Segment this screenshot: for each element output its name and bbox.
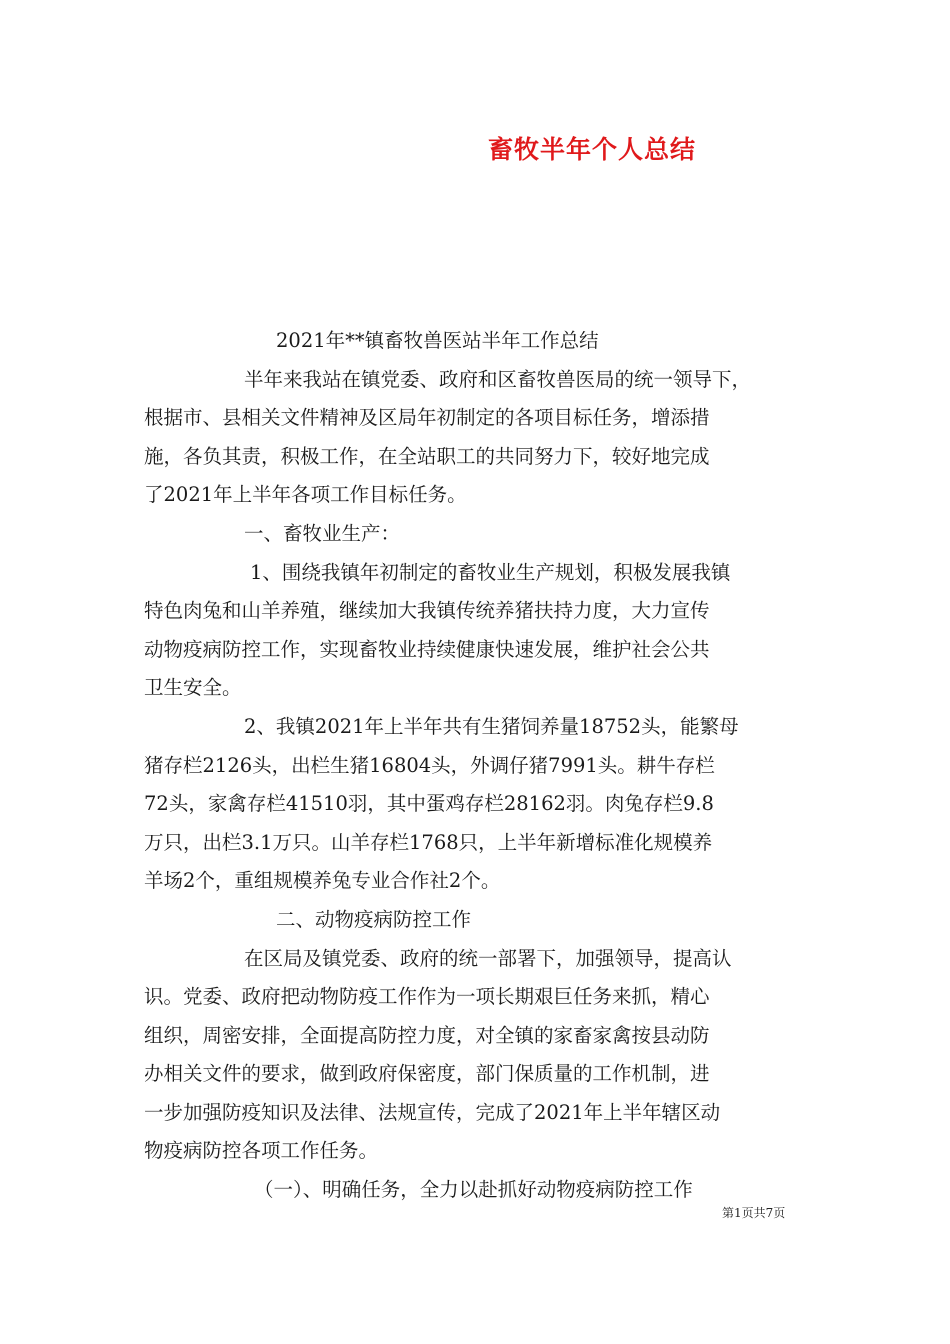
paragraph-line: 动物疫病防控工作，实现畜牧业持续健康快速发展，维护社会公共 [144, 637, 710, 661]
paragraph-line: （一）、明确任务，全力以赴抓好动物疫病防控工作 [254, 1178, 693, 1202]
paragraph-line: 一、畜牧业生产： [244, 521, 401, 545]
paragraph-line: 组织，周密安排，全面提高防控力度，对全镇的家畜家禽按县动防 [144, 1023, 710, 1047]
paragraph-line: 72头，家禽存栏41510羽，其中蛋鸡存栏28162羽。肉兔存栏9.8 [144, 792, 714, 816]
paragraph-line: 万只，出栏3.1万只。山羊存栏1768只，上半年新增标准化规模养 [144, 830, 713, 854]
paragraph-line: 1、围绕我镇年初制定的畜牧业生产规划，积极发展我镇 [250, 560, 731, 584]
paragraph-line: 二、动物疫病防控工作 [276, 907, 472, 931]
page-number-footer: 第1页共7页 [722, 1206, 786, 1220]
paragraph-line: 猪存栏2126头，出栏生猪16804头，外调仔猪7991头。耕牛存栏 [144, 753, 715, 777]
paragraph-line: 特色肉兔和山羊养殖，继续加大我镇传统养猪扶持力度，大力宣传 [144, 599, 710, 623]
paragraph-line: 在区局及镇党委、政府的统一部署下，加强领导，提高认 [244, 946, 732, 970]
paragraph-line: 一步加强防疫知识及法律、法规宣传，完成了2021年上半年辖区动 [144, 1100, 721, 1124]
document-body [144, 322, 812, 1210]
paragraph-line: 根据市、县相关文件精神及区局年初制定的各项目标任务，增添措 [144, 406, 710, 430]
paragraph-line: 2、我镇2021年上半年共有生猪饲养量18752头，能繁母 [244, 714, 739, 738]
paragraph-line: 物疫病防控各项工作任务。 [144, 1139, 379, 1163]
paragraph-line: 羊场2个，重组规模养兔专业合作社2个。 [144, 869, 501, 893]
document-subtitle: 2021年**镇畜牧兽医站半年工作总结 [276, 329, 599, 352]
paragraph-line: 了2021年上半年各项工作目标任务。 [144, 483, 467, 507]
document-title: 畜牧半年个人总结 [488, 135, 697, 164]
paragraph-line: 施，各负其责，积极工作，在全站职工的共同努力下，较好地完成 [144, 444, 710, 468]
paragraph-line: 卫生安全。 [144, 676, 242, 700]
paragraph-line: 半年来我站在镇党委、政府和区畜牧兽医局的统一领导下， [244, 367, 752, 391]
paragraph-line: 识。党委、政府把动物防疫工作作为一项长期艰巨任务来抓，精心 [144, 985, 710, 1009]
paragraph-line: 办相关文件的要求，做到政府保密度，部门保质量的工作机制，进 [144, 1062, 710, 1086]
